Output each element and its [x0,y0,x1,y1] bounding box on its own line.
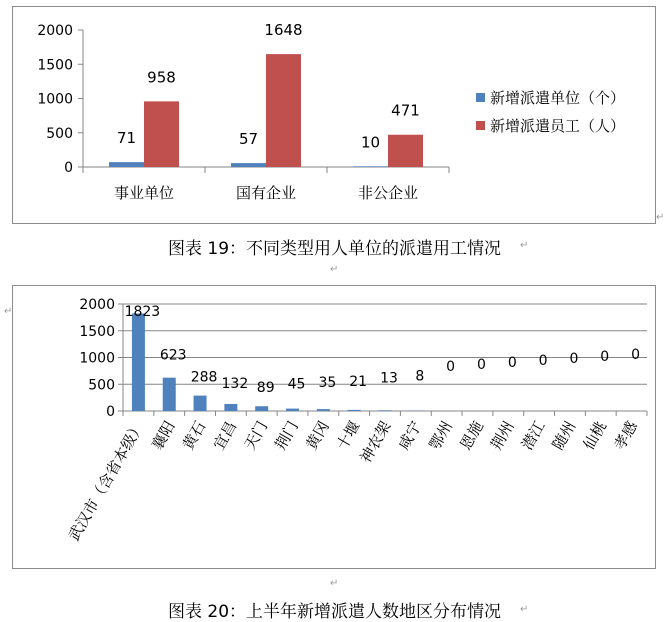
legend-label: 新增派遣单位（个） [490,89,625,107]
x-tick-label: 恩施 [456,418,487,453]
paragraph-mark: ↵ [330,264,338,275]
data-label: 0 [631,347,640,363]
chart-20 [12,285,656,569]
bar [388,135,423,167]
chart-19-svg [13,7,655,223]
legend-swatch [476,93,485,102]
x-tick-label: 非公企业 [358,184,418,202]
x-tick-label: 神农架 [356,418,394,466]
data-label: 0 [600,349,609,365]
data-label: 132 [222,376,249,392]
x-tick-label: 武汉市（含省本级） [65,418,148,544]
chart-20-caption: 图表 20：上半年新增派遣人数地区分布情况 [0,597,669,622]
y-tick-label: 0 [106,404,115,420]
y-tick-label: 2000 [37,23,73,39]
data-label: 1823 [125,304,161,320]
y-tick-label: 1000 [37,92,73,108]
data-label: 0 [539,353,548,369]
x-tick-label: 国有企业 [236,184,296,202]
x-tick-label: 事业单位 [114,184,174,202]
data-label: 471 [391,102,420,120]
x-tick-label: 十堰 [333,418,364,453]
data-label: 623 [160,348,187,364]
bar [255,406,268,411]
paragraph-mark: ↵ [520,604,528,615]
x-tick-label: 黄冈 [302,418,333,453]
bar [132,313,145,411]
data-label: 1648 [264,21,302,39]
x-tick-label: 荆州 [487,418,518,453]
data-label: 8 [415,369,424,385]
data-label: 0 [569,351,578,367]
data-label: 45 [288,377,306,393]
bar [266,54,301,167]
x-tick-label: 荆门 [271,418,302,453]
data-label: 89 [257,380,275,396]
bar [224,404,237,411]
data-label: 35 [318,375,336,391]
bar [286,409,299,411]
y-tick-label: 1500 [79,324,115,340]
data-label: 71 [117,129,136,147]
data-label: 10 [361,133,380,151]
data-label: 57 [239,130,258,148]
data-label: 21 [349,374,367,390]
bar [144,101,179,167]
x-tick-label: 咸宁 [395,418,426,453]
data-label: 288 [191,370,218,386]
data-label: 0 [477,357,486,373]
bar [317,409,330,411]
bar [231,163,266,167]
x-tick-label: 襄阳 [148,418,179,453]
legend-label: 新增派遣员工（人） [490,117,625,135]
x-tick-label: 仙桃 [580,418,611,453]
x-tick-label: 鄂州 [426,418,457,453]
data-label: 958 [147,68,176,86]
paragraph-mark: ↵ [520,240,528,251]
paragraph-mark: ↵ [656,212,664,223]
data-label: 13 [380,370,398,386]
x-tick-label: 随州 [549,418,580,453]
y-tick-label: 2000 [79,297,115,313]
x-tick-label: 黄石 [179,418,210,453]
x-tick-label: 孝感 [610,418,641,453]
bar [109,162,144,167]
x-tick-label: 天门 [241,418,272,453]
y-tick-label: 1000 [79,351,115,367]
chart-19 [12,6,656,224]
bar [194,396,207,411]
y-tick-label: 500 [88,377,115,393]
x-tick-label: 潜江 [518,418,549,453]
y-tick-label: 0 [64,160,73,176]
legend-swatch [476,121,485,130]
x-tick-label: 宜昌 [210,418,241,453]
chart-19-caption: 图表 19：不同类型用人单位的派遣用工情况 [0,234,669,259]
paragraph-mark: ↵ [330,578,338,589]
y-tick-label: 1500 [37,57,73,73]
paragraph-mark: ↵ [4,306,12,317]
y-tick-label: 500 [46,126,73,142]
chart-20-svg [13,286,655,568]
bar [379,410,392,411]
bar [353,166,388,167]
bar [163,378,176,411]
bar [348,410,361,411]
data-label: 0 [508,355,517,371]
data-label: 0 [446,359,455,375]
